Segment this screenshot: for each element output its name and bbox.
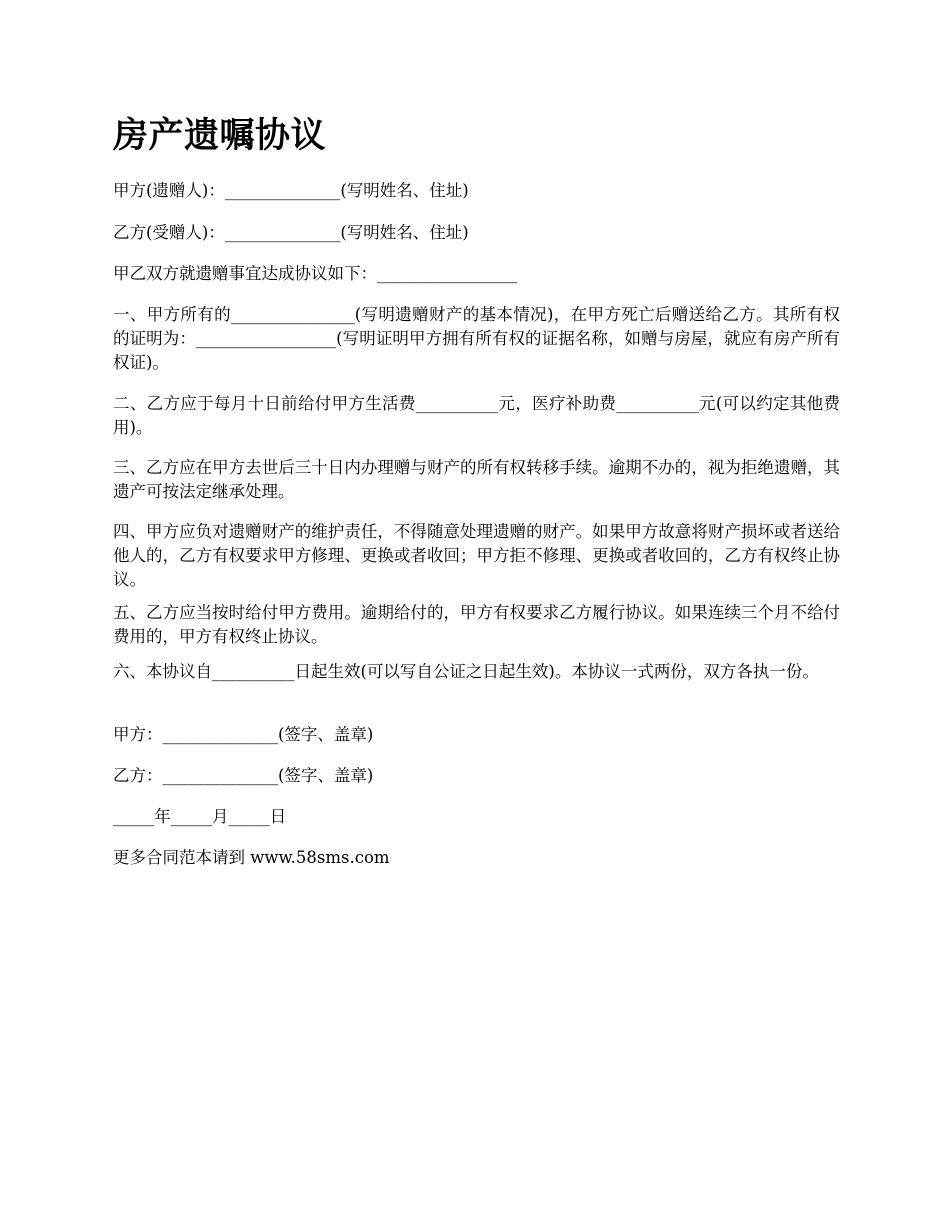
- date-line: _____年_____月_____日: [113, 807, 287, 826]
- footer-note: 更多合同范本请到 www.58sms.com: [113, 848, 390, 867]
- party-a-line: 甲方(遗赠人)：______________(写明姓名、住址): [113, 181, 469, 200]
- clause-3: 三、乙方应在甲方去世后三十日内办理赠与财产的所有权转移手续。逾期不办的，视为拒绝遗赠，其遗产可按法定继承处理。: [113, 458, 840, 501]
- agreement-intro: 甲乙双方就遗赠事宜达成协议如下：_________________: [113, 264, 518, 283]
- party-b-line: 乙方(受赠人)：______________(写明姓名、住址): [113, 223, 469, 242]
- clause-2: 二、乙方应于每月十日前给付甲方生活费__________元，医疗补助费__________元(可以约定其他费用)。: [113, 394, 840, 437]
- clause-1: 一、甲方所有的_______________(写明遗赠财产的基本情况)，在甲方死亡后赠送给乙方。其所有权的证明为：_________________(写明证明甲方拥有所有权的证据名称，如赠与房屋，就应有房产所有权证)。: [113, 305, 840, 372]
- signature-party-a: 甲方：______________(签字、盖章): [113, 725, 374, 744]
- document-title: 房产遗嘱协议: [113, 115, 327, 156]
- signature-party-b: 乙方：______________(签字、盖章): [113, 766, 374, 785]
- clause-5: 五、乙方应当按时给付甲方费用。逾期给付的，甲方有权要求乙方履行协议。如果连续三个月不给付费用的，甲方有权终止协议。: [113, 603, 840, 646]
- clause-6: 六、本协议自__________日起生效(可以写自公证之日起生效)。本协议一式两份，双方各执一份。: [113, 662, 819, 681]
- clause-4: 四、甲方应负对遗赠财产的维护责任，不得随意处理遗赠的财产。如果甲方故意将财产损坏或者送给他人的，乙方有权要求甲方修理、更换或者收回；甲方拒不修理、更换或者收回的，乙方有权终止协议。: [113, 522, 840, 589]
